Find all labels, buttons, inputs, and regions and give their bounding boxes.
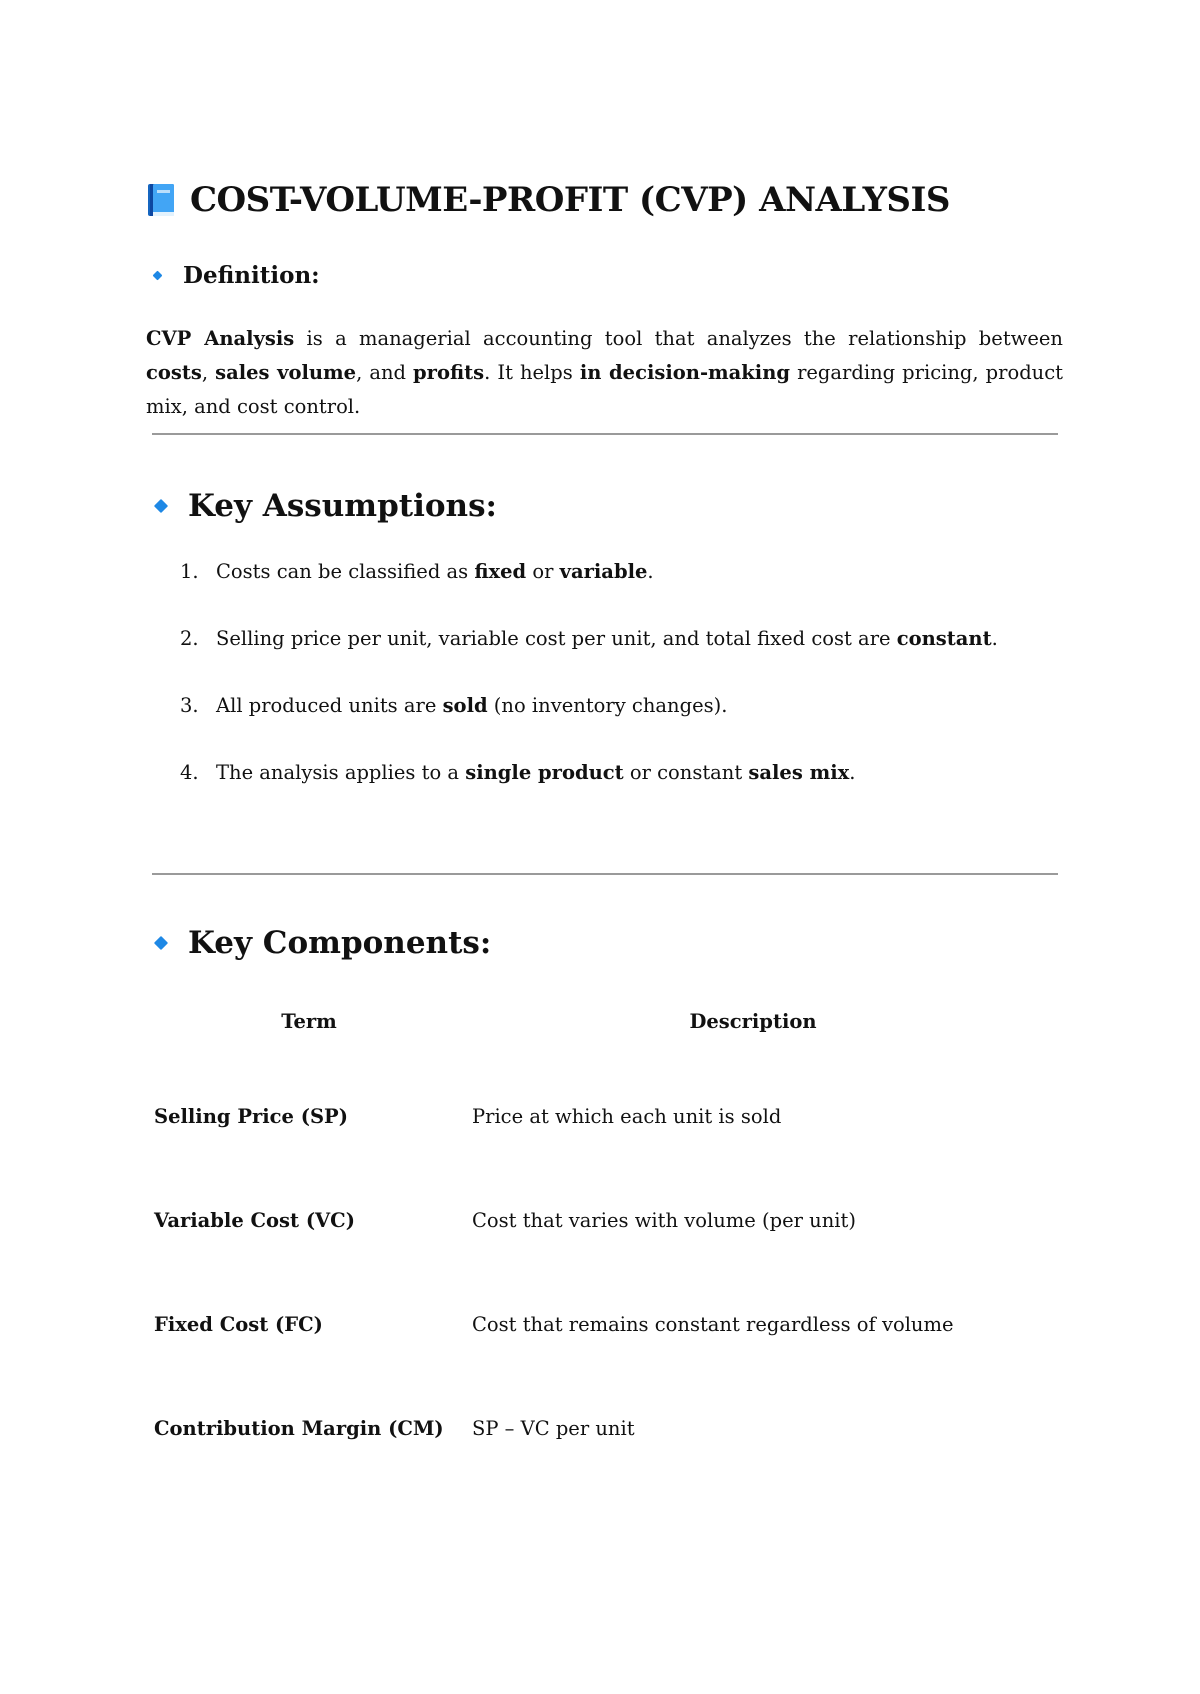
list-segment: (no inventory changes). [487,694,728,717]
column-header-description: Description [689,1010,817,1033]
definition-segment: regarding pricing, product mix, and cost control. [146,361,1063,418]
list-segment: Selling price per unit, variable cost per unit, and total fixed cost are [216,627,897,650]
list-item [180,761,998,828]
components-table [154,1010,1054,1480]
definition-segment: , [201,361,216,384]
components-heading-text: Key Components: [188,925,492,961]
list-segment: sales mix [748,761,850,784]
list-item-text [216,761,855,784]
divider [152,433,1058,435]
list-segment: . [991,627,998,650]
column-header-term: Term [281,1010,337,1033]
list-number: 2. [180,627,199,650]
description-cell: Cost that remains constant regardless of volume [472,1312,954,1336]
description-cell: Price at which each unit is sold [472,1104,782,1128]
list-item [180,694,998,761]
list-segment: or constant [623,761,749,784]
list-number: 3. [180,694,199,717]
definition-segment: is a managerial accounting tool that analyzes the relationship between [294,327,1063,350]
list-segment: single product [465,761,624,784]
list-segment: constant [896,627,992,650]
components-heading [156,925,491,961]
table-row [154,1272,1054,1376]
list-number: 4. [180,761,199,784]
definition-segment: sales volume [215,361,357,384]
assumptions-list [180,560,998,828]
list-segment: or [526,560,560,583]
definition-segment: costs [146,361,202,384]
definition-segment: , and [356,361,414,384]
table-row [154,1168,1054,1272]
term-cell: Fixed Cost (FC) [154,1312,323,1336]
list-segment: fixed [474,560,527,583]
list-item-text [216,560,654,583]
definition-heading [154,262,320,289]
list-segment: The analysis applies to a [216,761,466,784]
diamond-icon [154,499,168,513]
term-cell: Variable Cost (VC) [154,1208,355,1232]
definition-segment: profits [413,361,485,384]
book-icon [146,183,178,217]
page-title [146,180,950,220]
list-segment: . [647,560,654,583]
document-page [146,0,1063,1694]
diamond-icon [154,936,168,950]
page-title-text: COST-VOLUME-PROFIT (CVP) ANALYSIS [190,180,950,220]
list-item [180,627,998,694]
list-segment: Costs can be classified as [216,560,475,583]
assumptions-heading [156,488,497,524]
list-number: 1. [180,560,199,583]
term-cell: Selling Price (SP) [154,1104,348,1128]
table-row [154,1376,1054,1480]
list-segment: variable [559,560,648,583]
diamond-icon [153,271,163,281]
definition-segment: . It helps [484,361,580,384]
list-segment: . [849,761,856,784]
table-row [154,1064,1054,1168]
list-item [180,560,998,627]
list-segment: sold [442,694,488,717]
assumptions-heading-text: Key Assumptions: [188,488,497,524]
table-header-row [154,1010,1054,1064]
list-item-text [216,627,998,650]
list-segment: All produced units are [216,694,443,717]
definition-heading-text: Definition: [183,262,320,289]
term-cell: Contribution Margin (CM) [154,1416,444,1440]
definition-segment: CVP Analysis [146,327,295,350]
description-cell: Cost that varies with volume (per unit) [472,1208,856,1232]
definition-segment: in decision-making [579,361,791,384]
list-item-text [216,694,727,717]
divider [152,873,1058,875]
definition-paragraph [146,322,1063,424]
description-cell: SP – VC per unit [472,1416,635,1440]
